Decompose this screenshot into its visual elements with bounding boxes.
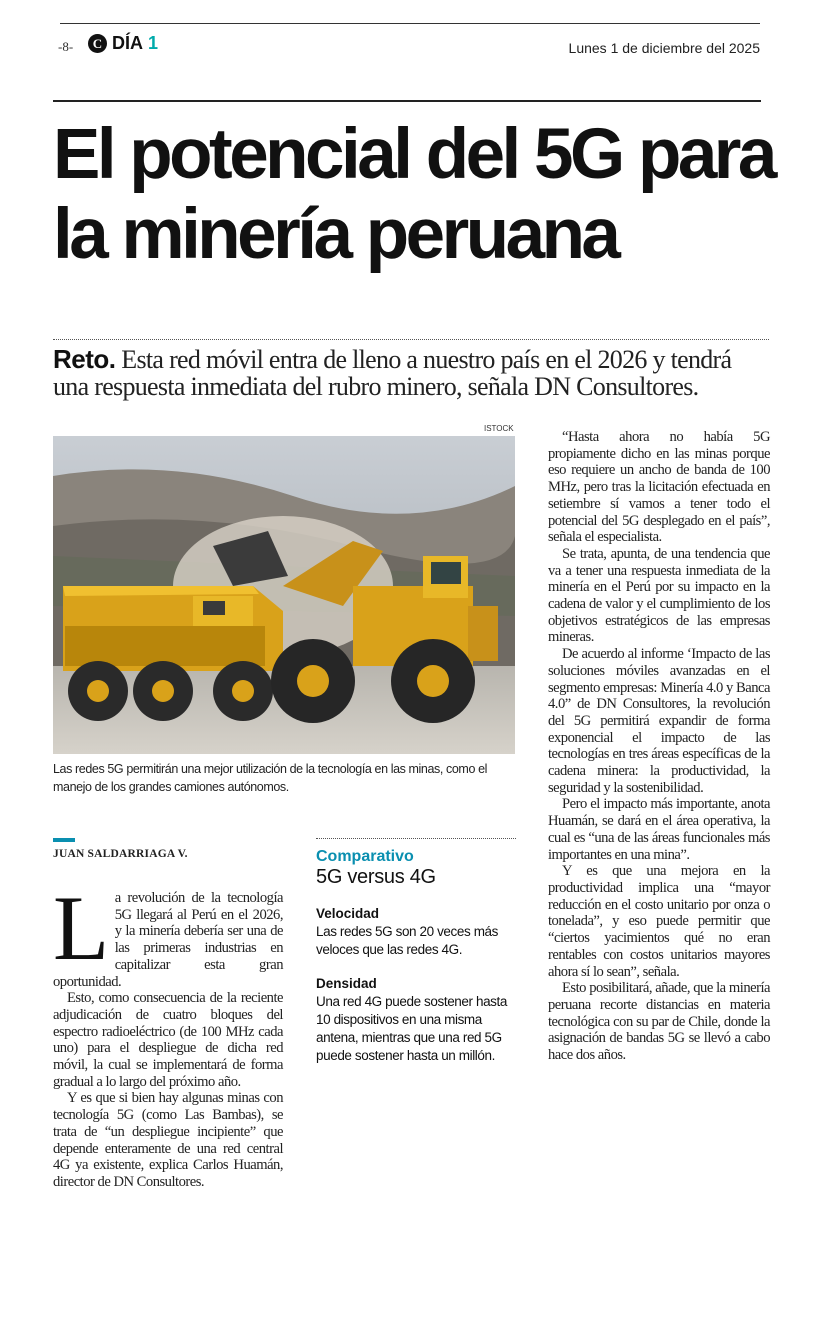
sidebar-item-text: Las redes 5G son 20 veces más veloces que las redes 4G. [316, 924, 499, 957]
paragraph: Esto, como consecuencia de la reciente adjudicación de cuatro bloques del espectro radioeléctrico (de 100 MHz cada uno) para el despliegue de dicha red móvil, la cual se implementará de forma gradual a lo largo del próximo año. [53, 990, 283, 1090]
sidebar-item-heading: Velocidad [316, 906, 380, 921]
sidebar-item-heading: Densidad [316, 976, 377, 991]
sidebar-kicker: Comparativo [316, 848, 414, 865]
article-column-right [548, 429, 770, 1064]
byline: JUAN SALDARRIAGA V. [53, 848, 188, 860]
drop-cap: L [53, 877, 109, 979]
paragraph: Esto posibilitará, añade, que la minería peruana recorte distancias en materia tecnológica con su par de Chile, donde la asignación de bandas 5G se llevó a cabo hace dos años. [548, 980, 770, 1064]
newspaper-logo-icon: C [88, 34, 107, 53]
article-photo [53, 436, 515, 754]
comparison-sidebar [316, 838, 516, 1082]
paragraph: La revolución de la tecnología 5G llegará al Perú en el 2026, y la minería debería ser una de las primeras industrias en capitalizar esta gran oportunidad. [53, 877, 283, 990]
paragraph: De acuerdo al informe ‘Impacto de las soluciones móviles avanzadas en el segmento empresas: Minería 4.0 y Banca 4.0” de DN Consultores, la revolución del 5G permitirá expandir de forma exponencial el impacto de las tecnologías en tres áreas específicas de la cadena minera: la productividad, la seguridad y la sostenibilidad. [548, 646, 770, 796]
paragraph: Se trata, apunta, de una tendencia que va a tener una respuesta inmediata de la minería en el Perú por su impacto en la cadena de valor y el cumplimiento de los objetivos estratégicos de las empresas mineras. [548, 545, 770, 646]
deck-text: Esta red móvil entra de lleno a nuestro país en el 2026 y tendrá una respuesta inmediata del rubro minero, señala DN Consultores. [53, 345, 732, 401]
sidebar-divider [316, 838, 516, 839]
mining-truck-photo [53, 436, 515, 754]
header-rule [53, 100, 761, 102]
paragraph: Y es que si bien hay algunas minas con tecnología 5G (como Las Bambas), se trata de “un despliegue incipiente” que depende enteramente de una red central 4G ya existente, explica Carlos Huamán, director de DN Consultores. [53, 1090, 283, 1190]
photo-credit: ISTOCK [484, 424, 514, 433]
page-number: -8- [58, 39, 74, 54]
paragraph: Pero el impacto más importante, anota Huamán, se dará en el área operativa, la cual es “una de las áreas funcionales más importantes en una mina”. [548, 796, 770, 863]
top-rule [60, 23, 760, 24]
sidebar-item-text: Una red 4G puede sostener hasta 10 dispositivos en una misma antena, mientras que una red 5G puede sostener hasta un millón. [316, 994, 507, 1063]
deck-lead: Reto. [53, 344, 116, 374]
section-number: 1 [148, 33, 159, 53]
photo-caption: Las redes 5G permitirán una mejor utilización de la tecnología en las minas, como el manejo de los grandes camiones autónomos. [53, 762, 488, 794]
article-headline: El potencial del 5G para la minería peruana [53, 115, 774, 274]
deck-divider [53, 339, 769, 340]
section-name: DÍA [112, 33, 143, 53]
newspaper-brand [88, 33, 158, 54]
article-column-left [53, 877, 283, 1191]
article-deck [53, 346, 769, 400]
paragraph: “Hasta ahora no había 5G propiamente dicho en las minas porque eso requiere un ancho de banda de 100 MHz, pero tras la licitación efectuada en setiembre sí vamos a tener todo el potencial del 5G desplegado en el país”, señala el especialista. [548, 429, 770, 546]
byline-accent-bar [53, 838, 75, 842]
sidebar-title: 5G versus 4G [316, 866, 436, 888]
paragraph: Y es que una mejora en la productividad implica una “mayor reducción en el costo unitario por onza o tonelada”, y eso puede permitir que “ciertos yacimientos qué no eran rentables con costos unitarios mayores ahora sí lo sean”, señala. [548, 863, 770, 980]
issue-date: Lunes 1 de diciembre del 2025 [568, 40, 760, 56]
